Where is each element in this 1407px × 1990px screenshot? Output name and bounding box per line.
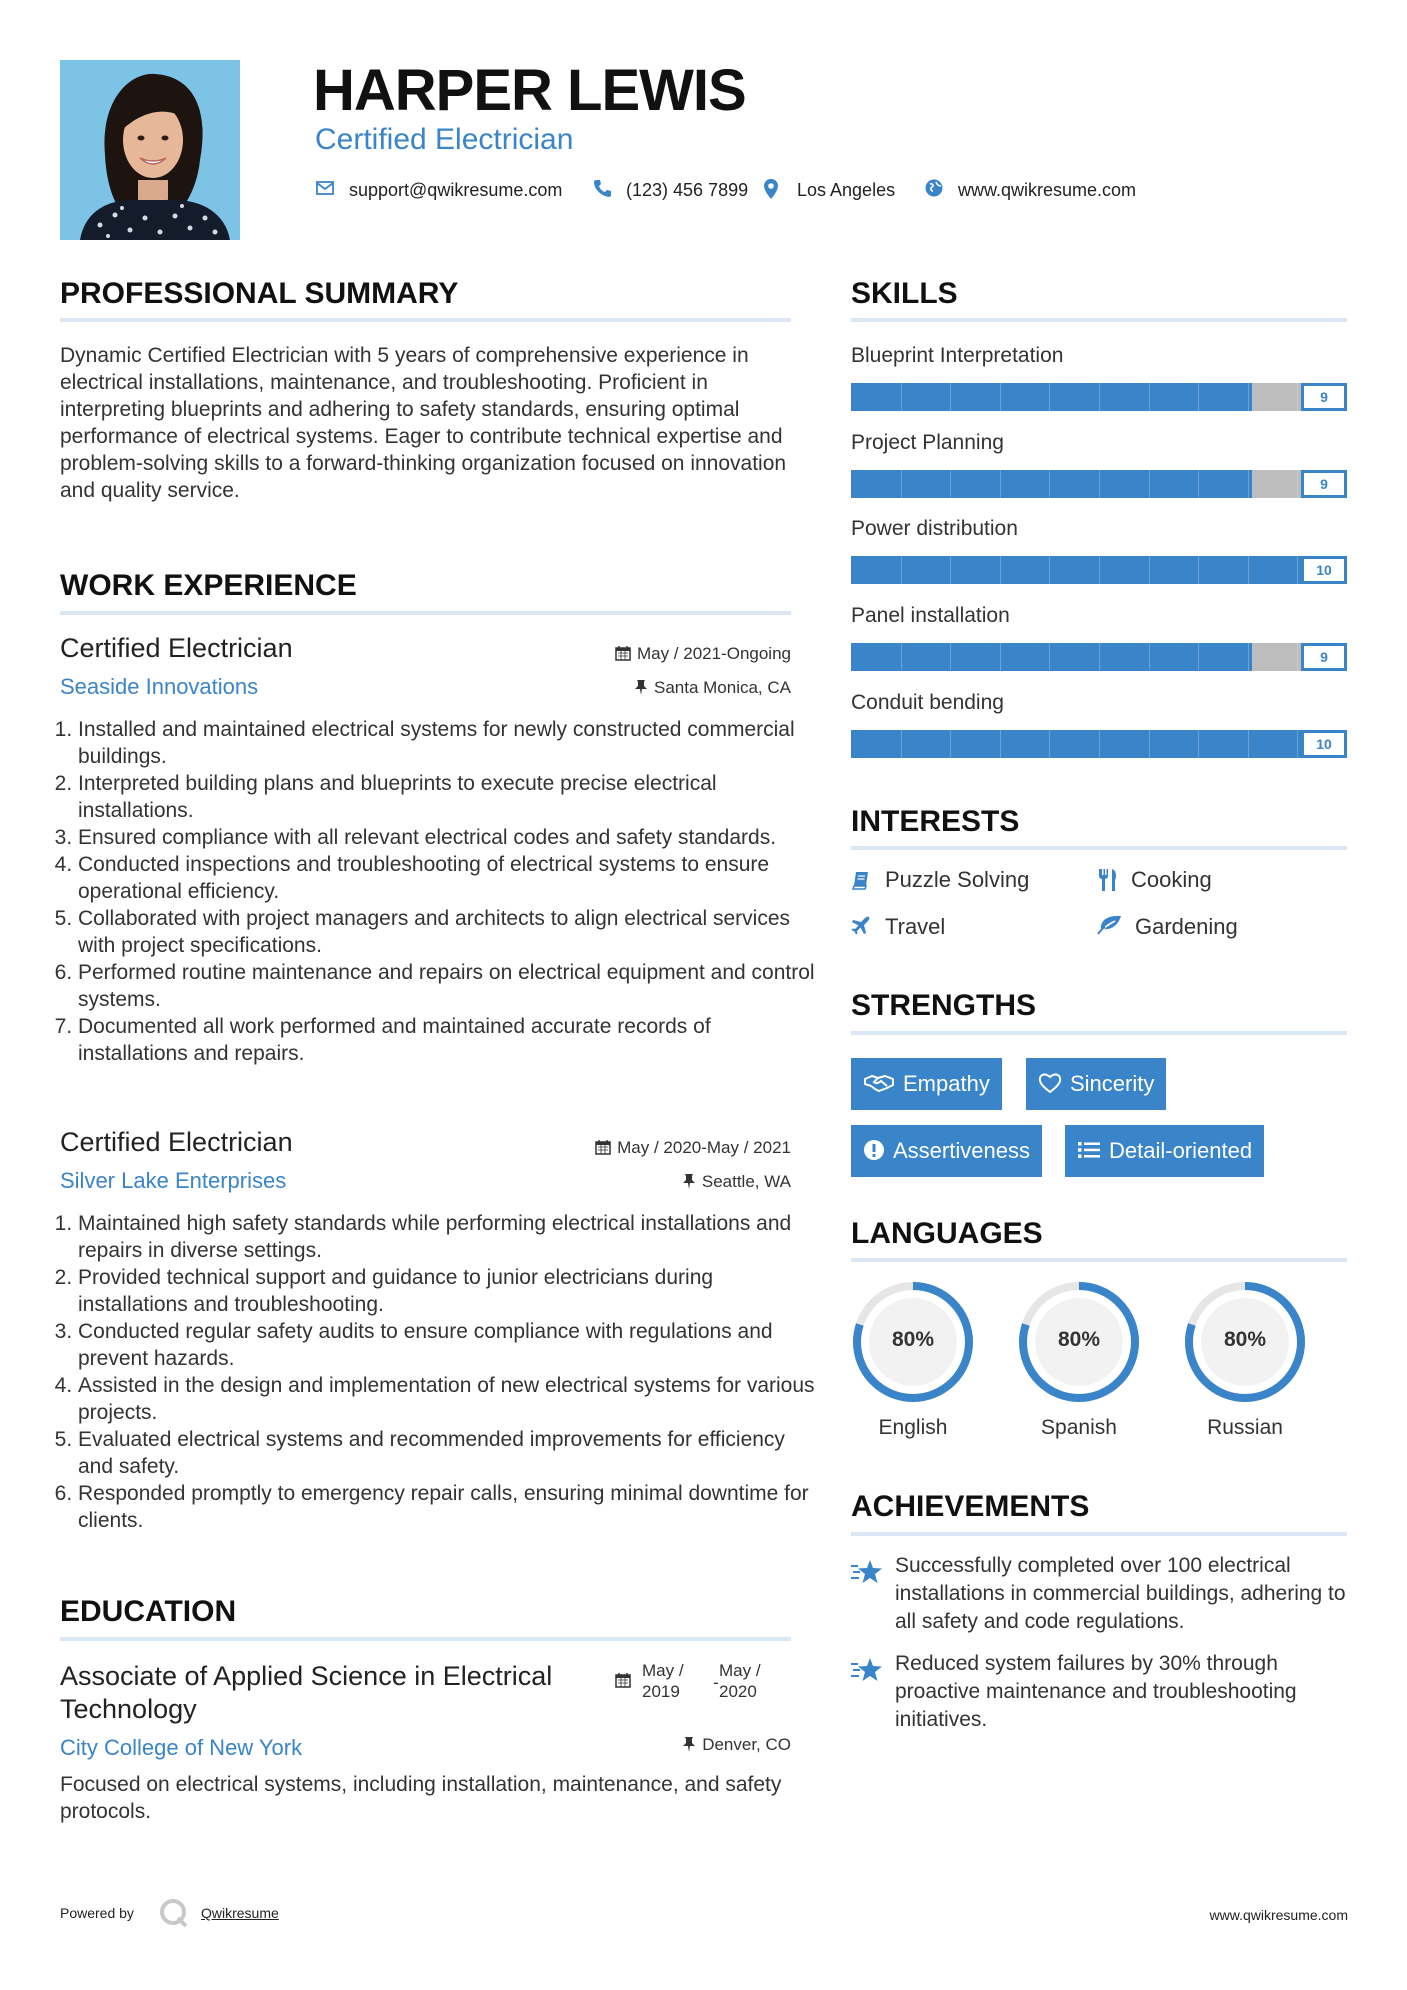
skill-level-badge: 9 [1301,470,1347,498]
list-item: 3. Conducted regular safety audits to ensure compliance with regulations and prevent hazards. [78,1318,818,1372]
strength-tag [851,1058,1002,1110]
leaf-icon [1097,915,1123,935]
skill-bar-segment [950,643,951,671]
skill-label: Panel installation [851,604,1010,627]
email-link[interactable]: support@qwikresume.com [349,180,563,200]
list-item: 4. Conducted inspections and troubleshooting of electrical systems to ensure operational efficiency. [78,851,818,905]
globe-icon [924,178,946,200]
list-item: 2. Provided technical support and guidance to junior electricians during installations and troubleshooting. [78,1264,818,1318]
skill-bar-segment [1149,643,1150,671]
book-icon [851,870,871,890]
skill-bar-fill [851,643,1252,671]
job-location-text: Seattle, WA [701,1172,791,1191]
list-item: 1. Installed and maintained electrical systems for newly constructed commercial buildings. [78,716,818,770]
skill-bar-segment [901,556,902,584]
website-link[interactable]: www.qwikresume.com [958,180,1137,200]
job-title: Certified Electrician [60,1127,293,1157]
list-item: 2. Interpreted building plans and blueprints to execute precise electrical installations. [78,770,818,824]
skill-bar-segment [1000,643,1001,671]
skill-bar-segment [950,383,951,411]
skill-bar-segment [1297,556,1298,584]
skill-bar-segment [1049,470,1050,498]
language-gauge [851,1280,975,1404]
pushpin-icon [682,1736,696,1752]
skill-bar-segment [1099,730,1100,758]
section-divider [851,846,1347,850]
calendar-icon [595,1139,611,1155]
plane-icon [851,915,871,935]
education-location [682,1734,791,1756]
avatar [60,60,240,240]
profile-photo [60,60,240,240]
skill-bar-segment [1099,383,1100,411]
language-percent: 80% [891,1328,935,1351]
skill-bar-segment [1049,383,1050,411]
interest-item: Travel [885,914,946,939]
skill-bar-segment [1198,556,1199,584]
summary-heading: PROFESSIONAL SUMMARY [60,277,459,310]
skill-bar [851,730,1347,758]
star-icon [850,1558,884,1586]
language-label: Russian [1207,1416,1283,1439]
map-marker-icon [763,178,785,200]
calendar-icon [615,645,631,661]
summary-text: Dynamic Certified Electrician with 5 years of comprehensive experience in electrical installations, maintenance, and troubleshooting. Proficient in interpreting blueprints and adhering to safety standards, ensuring optimal performance of electrical systems. Eager to contribute technical expertise and problem-solving skills to a forward-thinking organization focused on innovation and quality service. [60,344,787,502]
job-dates [595,1137,791,1159]
job-dates-text: May / 2020-May / 2021 [617,1138,791,1157]
location-text: Los Angeles [797,180,896,200]
school-name[interactable]: City College of New York [60,1735,303,1760]
candidate-name: HARPER LEWIS [313,58,746,123]
achievement-item: Successfully completed over 100 electrical installations in commercial buildings, adhering to all safety and code regulations. [895,1554,1346,1633]
achievement-item: Reduced system failures by 30% through proactive maintenance and troubleshooting initiatives. [895,1652,1297,1731]
strength-label: Sincerity [1070,1071,1155,1096]
phone-icon [592,178,614,200]
language-label: English [878,1416,948,1439]
language-gauge [1183,1280,1307,1404]
interest-item: Cooking [1131,867,1212,892]
skill-bar-segment [1000,383,1001,411]
strength-label: Empathy [903,1071,990,1096]
language-percent: 80% [1223,1328,1267,1351]
education-end-line1: May / [719,1661,761,1680]
skill-bar-segment [1149,556,1150,584]
list-item: 6. Performed routine maintenance and repairs on electrical equipment and control systems. [78,959,818,1013]
qwikresume-logo-icon [158,1897,190,1929]
section-divider [60,1637,791,1641]
education-end-line2: 2020 [719,1682,757,1701]
exclamation-circle-icon [863,1139,885,1161]
skill-bar-segment [1198,730,1199,758]
skill-bar [851,383,1347,411]
skill-bar-segment [1248,643,1249,671]
interest-item: Gardening [1135,914,1238,939]
skill-bar [851,470,1347,498]
strengths-heading: STRENGTHS [851,989,1037,1022]
list-item: 4. Assisted in the design and implementation of new electrical systems for various projects. [78,1372,818,1426]
skill-bar-segment [1248,730,1249,758]
company-name[interactable]: Silver Lake Enterprises [60,1168,287,1193]
skill-label: Power distribution [851,517,1018,540]
job-location [682,1171,791,1193]
skill-bar-segment [1000,730,1001,758]
skill-level-badge: 9 [1301,383,1347,411]
skill-bar-segment [1049,643,1050,671]
skill-bar-segment [1000,556,1001,584]
skill-bar-segment [950,730,951,758]
skill-bar-segment [901,383,902,411]
skill-bar-segment [1149,730,1150,758]
footer-url[interactable]: www.qwikresume.com [1209,1907,1348,1923]
skill-bar-segment [901,730,902,758]
list-icon [1077,1140,1101,1160]
skill-bar [851,556,1347,584]
skill-bar-segment [1198,470,1199,498]
skill-bar-segment [1049,556,1050,584]
calendar-icon [615,1672,631,1688]
utensils-icon [1097,868,1119,892]
skill-bar-segment [950,470,951,498]
interest-item: Puzzle Solving [885,867,1030,892]
education-start-line1: May / [642,1661,684,1680]
languages-heading: LANGUAGES [851,1217,1043,1250]
strength-tag [1026,1058,1166,1110]
skill-label: Blueprint Interpretation [851,344,1064,367]
skill-label: Project Planning [851,431,1004,454]
section-divider [851,1031,1347,1035]
list-item: 6. Responded promptly to emergency repair calls, ensuring minimal downtime for clients. [78,1480,818,1534]
skill-bar-segment [1099,643,1100,671]
skill-label: Conduit bending [851,691,1004,714]
job-bullets [60,1210,818,1534]
phone-number[interactable]: (123) 456 7899 [626,180,749,200]
section-divider [851,1258,1347,1262]
job-dates-text: May / 2021-Ongoing [636,644,791,663]
job-location [634,677,791,699]
candidate-title: Certified Electrician [315,123,574,156]
skill-bar-segment [1297,730,1298,758]
section-divider [851,318,1347,322]
education-start-line2: 2019 [642,1682,680,1701]
skill-bar-segment [1297,643,1298,671]
job-dates [615,643,791,665]
skill-level-badge: 10 [1301,556,1347,584]
skill-bar-segment [1248,556,1249,584]
qwikresume-link[interactable]: Qwikresume [201,1905,279,1921]
skill-bar-segment [901,643,902,671]
skill-bar-segment [901,470,902,498]
section-divider [60,611,791,615]
date-separator: - [713,1673,719,1692]
skill-bar-segment [1198,643,1199,671]
job-title: Certified Electrician [60,633,293,663]
strength-label: Assertiveness [893,1138,1030,1163]
skill-bar-fill [851,383,1252,411]
skill-bar-segment [1248,470,1249,498]
list-item: 3. Ensured compliance with all relevant electrical codes and safety standards. [78,824,818,851]
interests-heading: INTERESTS [851,805,1020,838]
skill-bar-segment [1198,383,1199,411]
skill-bar-segment [950,556,951,584]
section-divider [60,318,791,322]
skill-level-badge: 9 [1301,643,1347,671]
handshake-icon [863,1073,895,1093]
strength-tag [851,1125,1042,1177]
skills-heading: SKILLS [851,277,958,310]
education-location-text: Denver, CO [702,1735,791,1754]
skill-bar-segment [1297,383,1298,411]
star-icon [850,1656,884,1684]
education-heading: EDUCATION [60,1595,237,1628]
job-bullets [60,716,818,1067]
list-item: 7. Documented all work performed and maintained accurate records of installations and repairs. [78,1013,818,1067]
list-item: 5. Evaluated electrical systems and recommended improvements for efficiency and safety. [78,1426,818,1480]
job-location-text: Santa Monica, CA [653,678,791,697]
envelope-icon [315,178,337,200]
powered-by-label: Powered by [60,1905,134,1921]
strength-tag [1065,1125,1264,1177]
list-item: 1. Maintained high safety standards while performing electrical installations and repairs in diverse settings. [78,1210,818,1264]
skill-bar [851,643,1347,671]
education-description: Focused on electrical systems, including installation, maintenance, and safety protocols. [60,1773,782,1823]
company-name[interactable]: Seaside Innovations [60,674,259,699]
skill-bar-segment [1149,383,1150,411]
language-percent: 80% [1057,1328,1101,1351]
heart-icon [1038,1072,1062,1094]
skill-bar-segment [1099,470,1100,498]
degree-title: Associate of Applied Science in Electrical Technology [60,1661,553,1724]
skill-bar-segment [1000,470,1001,498]
skill-bar-segment [1049,730,1050,758]
skill-bar-segment [1099,556,1100,584]
pushpin-icon [682,1173,696,1189]
skill-bar-fill [851,470,1252,498]
skill-bar-segment [1297,470,1298,498]
strength-label: Detail-oriented [1109,1138,1253,1163]
skill-bar-segment [1248,383,1249,411]
language-gauge [1017,1280,1141,1404]
language-label: Spanish [1041,1416,1117,1439]
skill-level-badge: 10 [1301,730,1347,758]
achievements-heading: ACHIEVEMENTS [851,1490,1090,1523]
list-item: 5. Collaborated with project managers and architects to align electrical services with project specifications. [78,905,818,959]
experience-heading: WORK EXPERIENCE [60,569,357,602]
section-divider [851,1532,1347,1536]
pushpin-icon [634,679,648,695]
skill-bar-segment [1149,470,1150,498]
